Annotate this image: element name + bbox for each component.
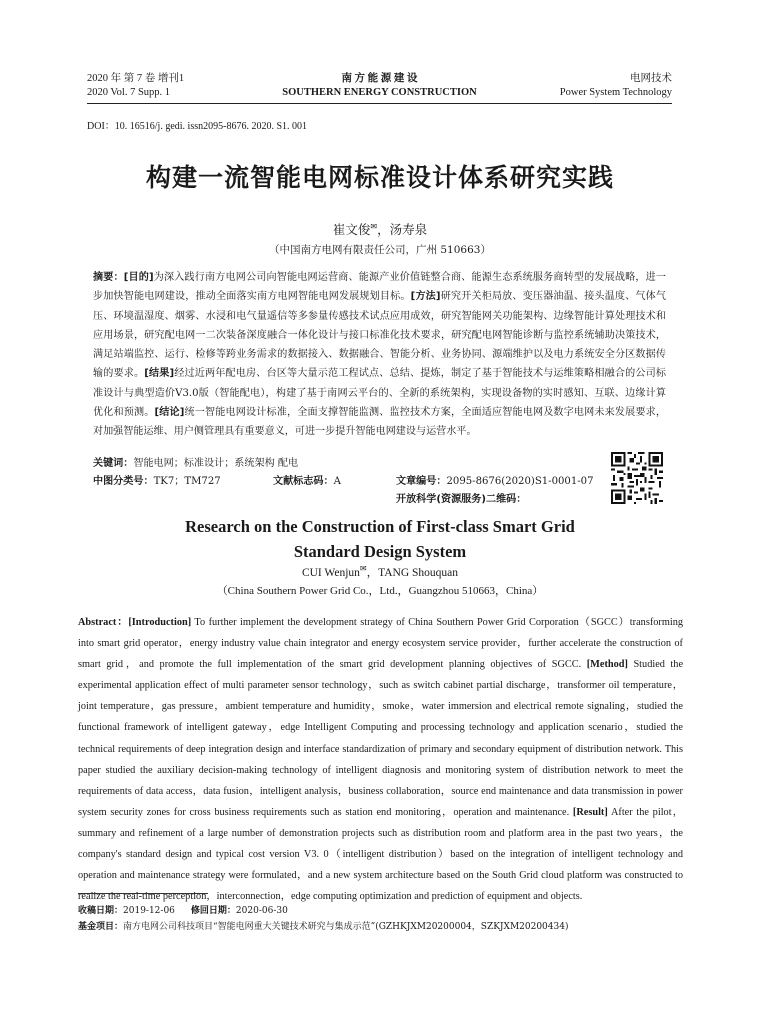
objective-text: 为深入践行南方电网公司向智能电网运营商、能源产业价值链整合商、能源生态系统服务商转型的发展战略，进一步加快智能电网建设，推动全面落实南方电网智能电网发展规划目标。 [93,272,666,303]
article-number-value: 2095-8676(2020)S1-0001-07 [446,476,594,487]
header-section-en: Power System Technology [559,87,672,98]
conclusion-text: 统一智能电网设计标准，全面支撑智能监测、监控技术方案，全面适应智能电网及数字电网未来发展要求，对加强智能运维、用户侧管理具有重要意义，可进一步提升智能电网建设与运营水平。 [93,407,667,438]
revised-label: 修回日期： [190,906,236,916]
author-en-2: ，TANG Shouquan [366,567,459,579]
article-number [396,472,594,487]
header-issue-en: 2020 Vol. 7 Supp. 1 [87,87,171,98]
title-en-line-1: Research on the Construction of First-class Smart Grid [185,517,575,536]
revised-date: 2020-06-30 [235,906,288,916]
title-english [0,514,760,564]
keywords [93,454,298,469]
authors-english [0,564,760,580]
keywords-label: 关键词： [93,458,134,469]
document-code-label: 文献标志码： [273,476,334,487]
introduction-text: To further implement the development strategy of China Southern Power Grid Corporation（SGCC）transforming into smart grid operator，energy industry value chain integrator and energy ecosystem service provider，further accelerate the construction of smart grid，and promote the full implementation of the smart grid development planning objectives of SGCC. [78,617,683,671]
keywords-text: 智能电网；标准设计；系统架构 配电 [133,458,299,469]
abstract-cn-label: 摘要： [93,272,124,283]
author-cn-2: ，汤寿泉 [377,222,428,237]
received-date: 2019-12-06 [123,906,175,916]
received-label: 收稿日期： [78,906,124,916]
method-en-label: [Method] [586,659,628,671]
abstract-english [78,612,683,907]
author-en-1: CUI Wenjun [301,567,360,579]
result-en-text: After the pilot，summary and refinement of a large number of demonstration projects such as distribution room and platform area in the past two years，the company's standard design and typical cost version V3. 0（intelligent distribution）based on the integration of intelligent technology and operation and maintenance strategy were formulated，and a new system architecture based on the South Grid cloud platform was constructed to realize the real-time perception，interconnection，edge computing optimization and prediction of equipment and objects. [78,806,683,903]
open-science-label: 开放科学(资源服务)二维码： [396,494,527,505]
header-issue-cn: 2020 年 第 7 卷 增刊1 [87,73,185,84]
title-en-line-2: Standard Design System [293,542,467,561]
header-journal-en: SOUTHERN ENERGY CONSTRUCTION [282,87,477,98]
method-en-text: Studied the experimental application effect of multi parameter sensor technology，such as switch cabinet partial discharge，transformer oil temperature，joint temperature，gas pressure，ambient temperature and humidity，smoke，water immersion and electrical remote signaling，studied the functional framework of intelligent gateway，edge Intelligent Computing and processing technology and application scenario，studied the technical requirements of deep integration design and interface standardization of primary and secondary equipment of distribution network. This paper studied the auxiliary decision-making technology of intelligent diagnosis and monitoring system of distribution network to meet the requirements of data access，data fusion，intelligent analysis，business collaboration，source end maintenance and data transmission in power system security zones for cross business requirements such as station end monitoring，operation and maintenance. [78,659,684,818]
objective-label: [目的] [123,272,154,283]
introduction-label: [Introduction] [128,617,192,628]
footnote-divider [78,893,208,894]
clc-number [93,472,221,487]
clc-label: 中图分类号： [93,476,154,487]
affiliation-chinese: （中国南方电网有限责任公司，广州 510663） [269,244,491,256]
method-cn-text: 研究开关柜局放、变压器油温、接头温度、气体气压、环境温湿度、烟雾、水浸和电气量遥信等多参量传感技术试点应用成效，研究智能网关功能架构、边缘智能计算处理技术和应用场景，研究配电网一二次装备深度融合一体化设计与接口标准化技术要求，研究配电网智能诊断与监控系统辅助决策技术，满足站端监控、运行、检修等跨业务需求的数据接入、数据融合、智能分析、业务协同、源端维护以及电力系统安全分区数据传输的要求。 [93,291,666,380]
corresponding-author-en-icon: ✉ [359,564,367,574]
author-cn-1: 崔文俊 [332,222,371,237]
qr-code-icon[interactable] [611,452,663,504]
result-cn-label: [结果] [144,368,175,380]
doi-line: DOI：10. 16516/j. gedi. issn2095-8676. 2020. S1. 001 [87,121,307,132]
article-number-label: 文章编号： [396,476,447,487]
authors-chinese [0,220,760,238]
title-chinese: 构建一流智能电网标准设计体系研究实践 [145,163,614,192]
document-code [273,472,341,487]
header-section [560,72,672,100]
footnote-fund [78,919,568,932]
fund-text: 南方电网公司科技项目“智能电网重大关键技术研究与集成示范”(GZHKJXM20200004，SZKJXM20200434) [123,922,569,932]
corresponding-author-icon: ✉ [370,221,378,231]
abstract-chinese [93,268,666,442]
header-divider [87,103,672,104]
affiliation-english: （China Southern Power Grid Co.，Ltd.，Guangzhou 510663，China） [216,585,544,597]
document-code-value: A [333,476,341,487]
abstract-en-label: Abstract： [78,617,129,628]
fund-label: 基金项目： [78,922,124,932]
footnote-dates [78,903,288,916]
result-en-label: [Result] [572,806,608,818]
header-journal-cn: 南 方 能 源 建 设 [341,73,418,84]
header-section-cn: 电网技术 [630,73,672,84]
running-header [87,72,672,104]
clc-value: TK7；TM727 [153,476,221,487]
method-cn-label: [方法] [410,291,441,303]
conclusion-label: [结论] [154,407,185,419]
result-cn-text: 经过近两年配电房、台区等大量示范工程试点、总结、提炼，制定了基于智能技术与运维策略相融合的公司标准设计与典型造价V3.0版（智能配电），构建了基于南网云平台的、全新的系统架构，实现设备物的实时感知、互联、边缘计算优化和预测。 [93,368,667,419]
